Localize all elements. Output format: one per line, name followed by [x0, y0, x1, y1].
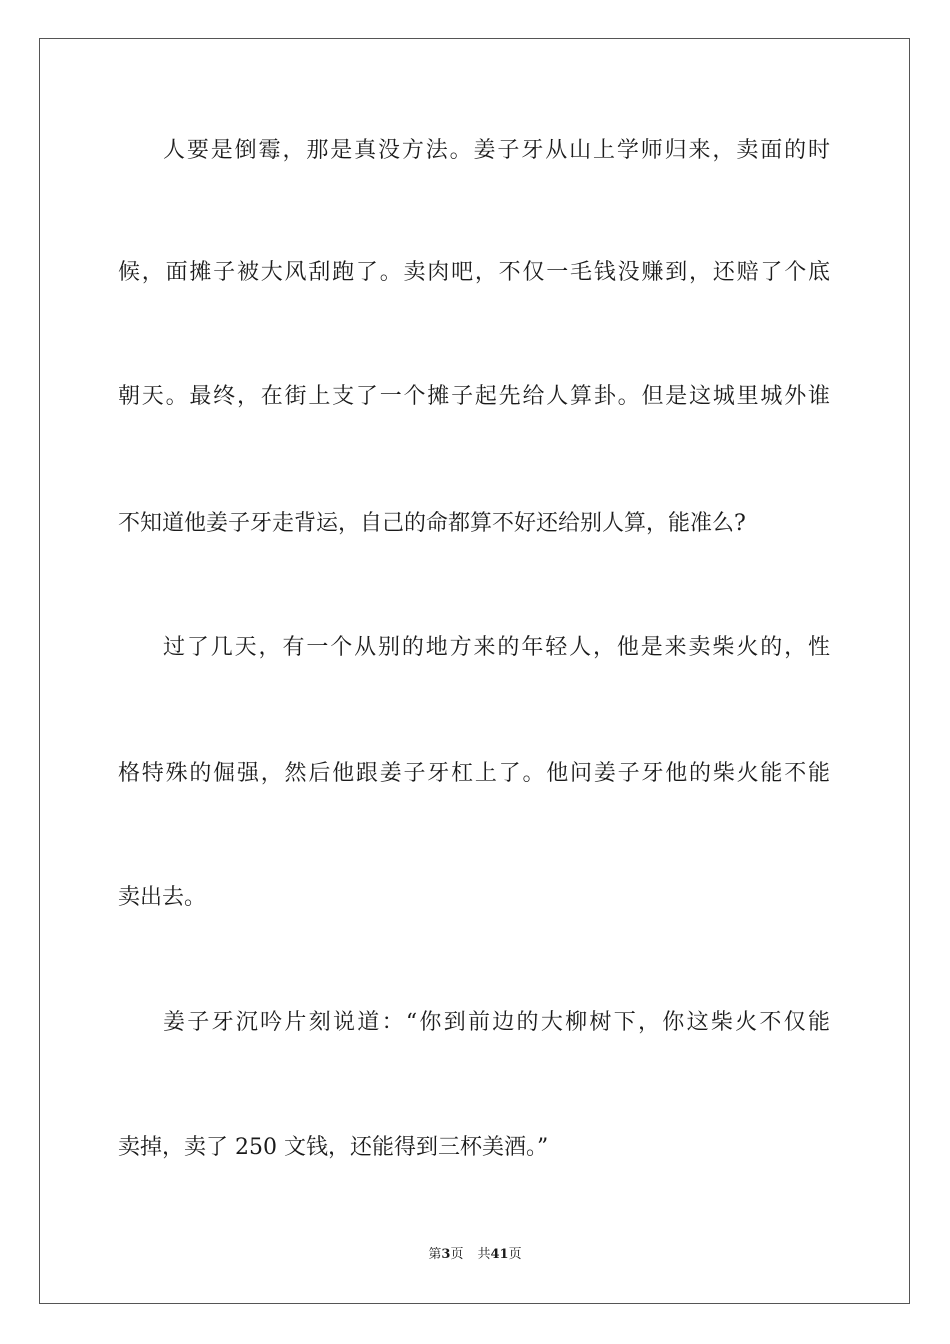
- paragraph-2-line-3: 卖出去。: [118, 885, 207, 910]
- paragraph-2-line-1: 过了几天，有一个从别的地方来的年轻人，他是来卖柴火的，性: [163, 635, 830, 660]
- footer-page-prefix: 第: [428, 1247, 442, 1262]
- paragraph-3-line-2: 卖掉，卖了 250 文钱，还能得到三杯美酒。”: [118, 1135, 549, 1160]
- paragraph-2-line-2: 格特殊的倔强，然后他跟姜子牙杠上了。他问姜子牙他的柴火能不能: [118, 761, 830, 786]
- paragraph-1-line-1: 人要是倒霉，那是真没方法。姜子牙从山上学师归来，卖面的时: [163, 138, 830, 163]
- paragraph-1-line-3: 朝天。最终，在街上支了一个摊子起先给人算卦。但是这城里城外谁: [118, 384, 830, 409]
- page-footer: [0, 1246, 950, 1264]
- paragraph-1-line-2: 候，面摊子被大风刮跑了。卖肉吧，不仅一毛钱没赚到，还赔了个底: [118, 260, 830, 285]
- footer-total-prefix: 共: [477, 1247, 491, 1262]
- footer-total-suffix: 页: [508, 1247, 522, 1262]
- paragraph-1-line-4: 不知道他姜子牙走背运，自己的命都算不好还给别人算，能准么?: [118, 511, 746, 536]
- footer-page-number: 3: [441, 1247, 451, 1262]
- page-frame: [39, 38, 910, 1304]
- paragraph-3-line-1: 姜子牙沉吟片刻说道：“你到前边的大柳树下，你这柴火不仅能: [163, 1010, 830, 1035]
- footer-page-suffix: 页: [450, 1247, 464, 1262]
- footer-total-pages: 41: [490, 1247, 509, 1262]
